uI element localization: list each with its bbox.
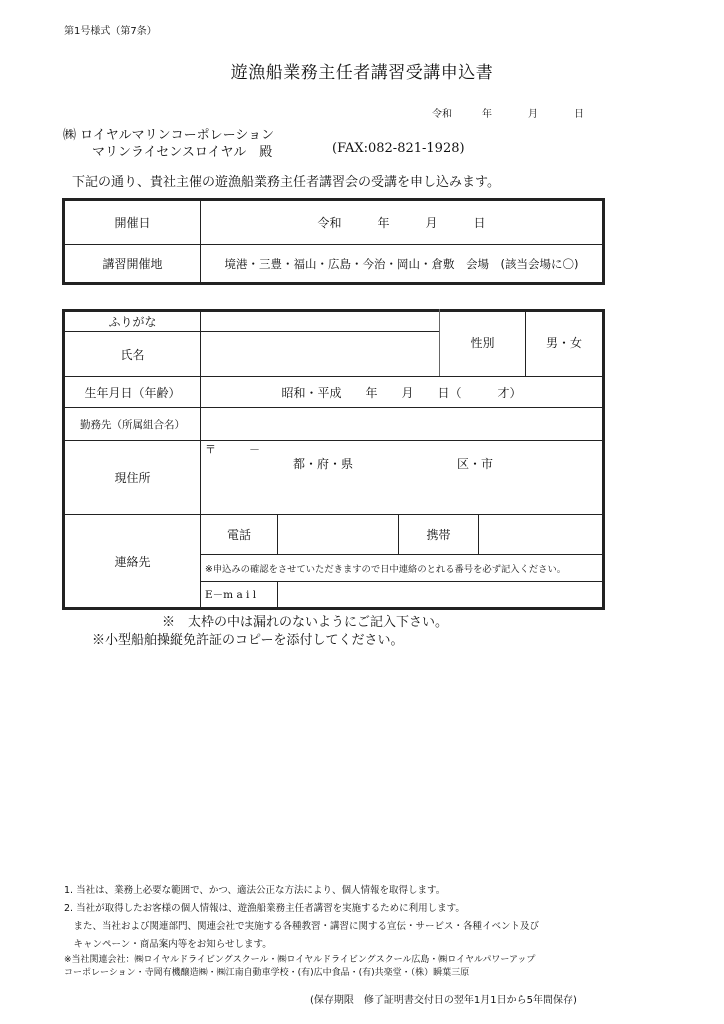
contact-label: 連絡先 [114, 554, 151, 569]
address-label: 現住所 [114, 471, 151, 485]
form-number: 第1号様式（第7条） [64, 26, 157, 37]
date-year: 年 [482, 109, 492, 120]
affiliates-line-2: コーポレーション・寺岡有機醸造㈱・㈱江南自動車学校・(有)広中食品・(有)共楽堂・（株）瞬葉三原 [64, 968, 470, 978]
name-field[interactable] [201, 332, 439, 376]
note-license-copy: ※小型船舶操縦免許証のコピーを添付してください。 [92, 633, 404, 648]
date-day: 日 [574, 109, 584, 120]
privacy-line-4: キャンペーン・商品案内等をお知らせします。 [64, 939, 272, 950]
mobile-label: 携帯 [426, 528, 451, 542]
retention-period: (保存期限 修了証明書交付日の翌年1月1日から5年間保存) [310, 995, 577, 1006]
workplace-field[interactable] [201, 408, 602, 440]
fax-number: (FAX:082-821-1928) [332, 141, 465, 156]
addressee-company: ㈱ ロイヤルマリンコーポレーション [63, 128, 275, 143]
privacy-line-1: 1. 当社は、業務上必要な範囲で、かつ、適法公正な方法により、個人情報を取得します。 [64, 885, 446, 896]
page-title: 遊漁船業務主任者講習受講申込書 [230, 63, 494, 83]
privacy-line-3: また、当社および関連部門、関連会社で実施する各種教習・講習に関する宣伝・サービス・各種イベント及び [64, 921, 540, 932]
privacy-line-2: 2. 当社が取得したお客様の個人情報は、遊漁船業務主任者講習を実施するために利用します。 [64, 903, 465, 914]
email-label: E－m a i l [205, 589, 257, 601]
birthdate-label: 生年月日（年齢） [84, 385, 181, 400]
gender-options[interactable]: 男・女 [545, 335, 582, 350]
addressee-school: マリンライセンスロイヤル 殿 [92, 145, 273, 160]
course-venue-label: 講習開催地 [102, 257, 163, 271]
prefecture-label: 都・府・県 [293, 457, 354, 471]
contact-note: ※申込みの確認をさせていただきますので日中連絡のとれる番号を必ず記入ください。 [205, 564, 567, 575]
name-label: 氏名 [120, 347, 145, 362]
phone-field[interactable] [278, 515, 398, 554]
furigana-field[interactable] [201, 312, 439, 331]
address-field[interactable] [201, 441, 602, 514]
date-month: 月 [528, 109, 538, 120]
gender-label: 性別 [470, 335, 495, 350]
city-label: 区・市 [457, 457, 494, 471]
note-bold-frame: ※ 太枠の中は漏れのないようにご記入下さい。 [162, 615, 449, 630]
email-field[interactable] [278, 582, 602, 607]
application-date [432, 105, 584, 120]
mobile-field[interactable] [479, 515, 602, 554]
intro-text: 下記の通り、貴社主催の遊漁船業務主任者講習会の受講を申し込みます。 [72, 175, 500, 190]
furigana-label: ふりがな [108, 315, 157, 329]
birthdate-field[interactable]: 昭和・平成 年 月 日（ 才） [281, 385, 522, 400]
phone-label: 電話 [226, 528, 251, 542]
course-venue-options[interactable]: 境港・三豊・福山・広島・今治・岡山・倉敷 会場 (該当会場に〇) [224, 256, 579, 271]
workplace-label: 勤務先（所属組合名） [80, 418, 185, 431]
postal-code-mark: 〒 － [205, 443, 260, 456]
date-era: 令和 [432, 109, 452, 120]
course-date-label: 開催日 [114, 216, 151, 230]
affiliates-line-1: ※当社関連会社：㈱ロイヤルドライビングスクール・㈱ロイヤルドライビングスクール広島・㈱ロイヤルパワーアップ [64, 955, 536, 965]
course-date-field[interactable]: 令和 年 月 日 [317, 216, 486, 230]
